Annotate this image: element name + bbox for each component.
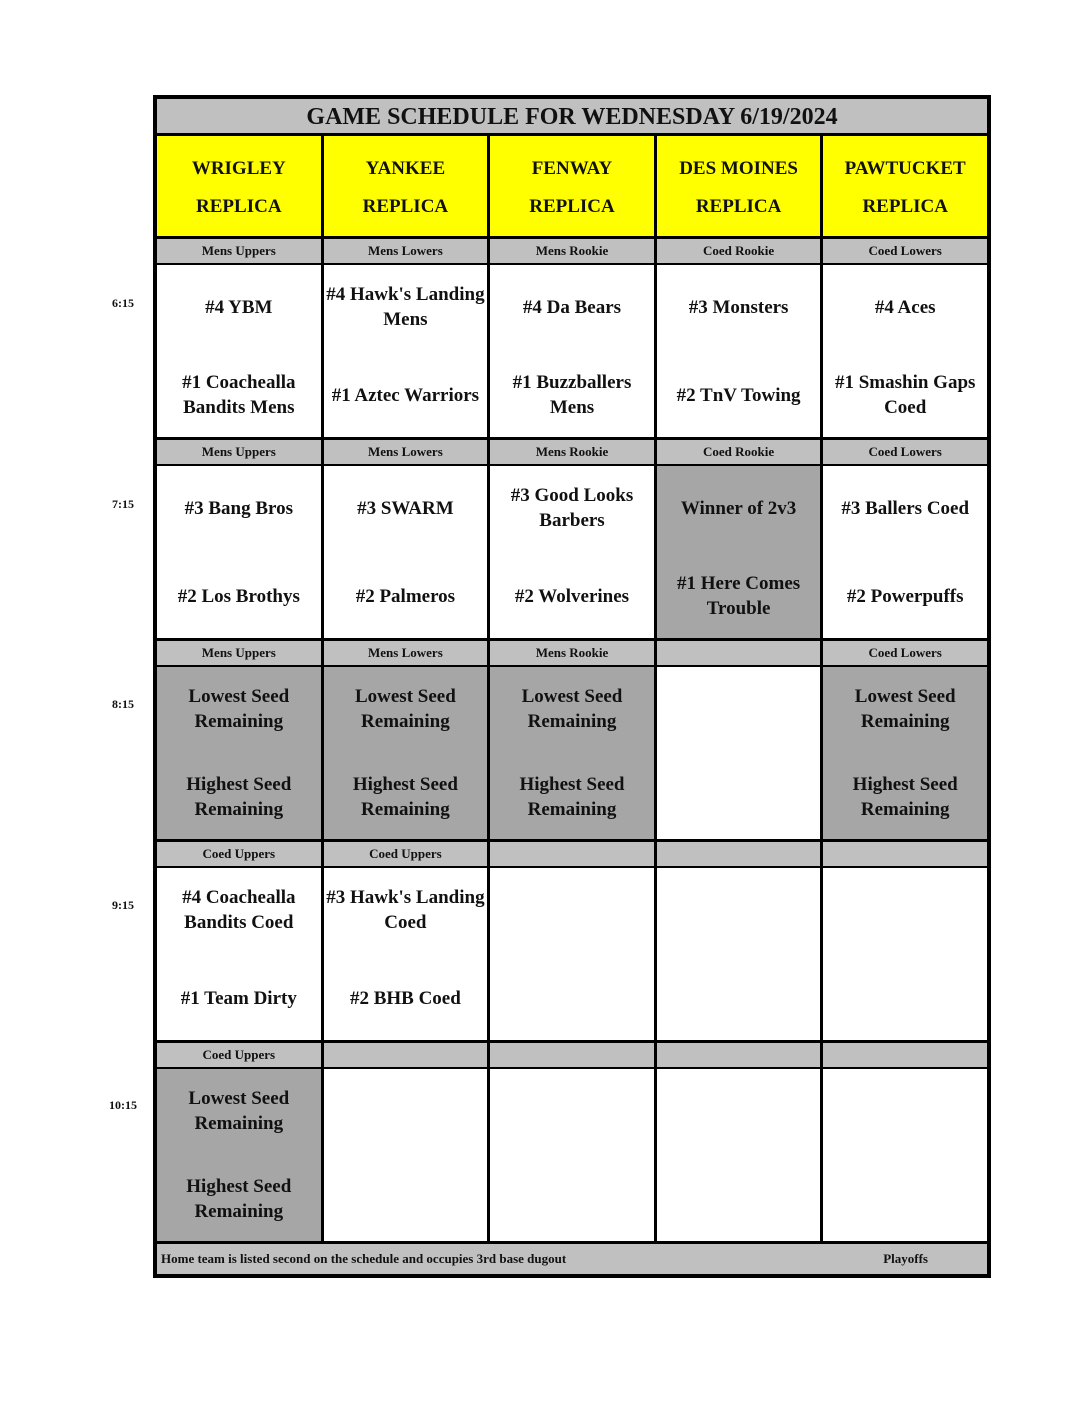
home-team: #2 Wolverines [514, 585, 630, 607]
schedule-title: GAME SCHEDULE FOR WEDNESDAY 6/19/2024 [157, 99, 987, 136]
home-team: #2 TnV Towing [676, 384, 801, 406]
division-label: Mens Rookie [490, 239, 654, 263]
away-team: Lowest Seed Remaining [521, 686, 623, 732]
game-cell [823, 667, 987, 839]
game-row [157, 667, 987, 842]
field-header [157, 136, 321, 236]
away-team [825, 1085, 985, 1137]
away-team: #4 Coachealla Bandits Coed [182, 887, 296, 933]
division-label: Coed Uppers [157, 842, 321, 866]
home-team: Highest Seed Remaining [186, 774, 292, 820]
division-label: Mens Rookie [490, 440, 654, 464]
field-type: REPLICA [529, 196, 615, 217]
time-label: 8:15 [112, 697, 134, 711]
home-team: #1 Smashin Gaps Coed [834, 372, 976, 418]
division-label: Coed Uppers [324, 842, 488, 866]
away-team: #3 Good Looks Barbers [510, 485, 634, 531]
away-team: #3 Hawk's Landing Coed [326, 887, 485, 933]
away-team [492, 1085, 652, 1137]
game-row [157, 1069, 987, 1244]
home-team: #1 Here Comes Trouble [677, 573, 801, 619]
game-cell [157, 265, 321, 437]
division-label [823, 842, 987, 866]
game-cell [490, 667, 654, 839]
away-team: #3 Monsters [688, 296, 789, 318]
away-team [825, 884, 985, 936]
game-cell [157, 466, 321, 638]
time-label: 6:15 [112, 296, 134, 310]
home-team: Highest Seed Remaining [352, 774, 458, 820]
game-cell [657, 667, 821, 839]
game-cell [657, 868, 821, 1040]
away-team: Lowest Seed Remaining [354, 686, 456, 732]
home-team: #1 Buzzballers Mens [512, 372, 632, 418]
game-cell [490, 1069, 654, 1241]
field-type: REPLICA [695, 196, 782, 217]
home-team: Highest Seed Remaining [186, 1176, 292, 1222]
field-header [490, 136, 654, 236]
home-team [825, 1173, 985, 1225]
division-row [157, 440, 987, 466]
division-label: Mens Lowers [324, 239, 488, 263]
division-label [490, 1043, 654, 1067]
field-name: WRIGLEY [191, 158, 286, 179]
division-label: Coed Rookie [657, 440, 821, 464]
time-label: 10:15 [109, 1098, 137, 1112]
game-cell [490, 265, 654, 437]
home-team: #2 Los Brothys [177, 585, 300, 607]
away-team [492, 884, 652, 936]
game-cell [157, 868, 321, 1040]
home-team: #2 BHB Coed [349, 987, 461, 1009]
division-label: Mens Uppers [157, 641, 321, 665]
home-team: #2 Powerpuffs [846, 585, 964, 607]
home-team [825, 972, 985, 1024]
away-team: Lowest Seed Remaining [188, 1088, 290, 1134]
game-row [157, 466, 987, 641]
game-cell [324, 466, 488, 638]
home-team [659, 1173, 819, 1225]
footer-note: Home team is listed second on the schedule and occupies 3rd base dugout [161, 1251, 567, 1266]
field-header-row [157, 136, 987, 239]
home-team [659, 771, 819, 823]
division-label [823, 1043, 987, 1067]
game-row [157, 868, 987, 1043]
field-type: REPLICA [862, 196, 948, 217]
game-cell [490, 868, 654, 1040]
game-cell [324, 1069, 488, 1241]
field-type: REPLICA [362, 196, 449, 217]
game-cell [657, 265, 821, 437]
away-team: Winner of 2v3 [680, 497, 797, 519]
division-label: Coed Lowers [823, 641, 987, 665]
game-cell [823, 868, 987, 1040]
away-team: #3 Ballers Coed [841, 497, 970, 519]
home-team [492, 1173, 652, 1225]
division-label [657, 842, 821, 866]
division-label: Mens Rookie [490, 641, 654, 665]
home-team: #1 Team Dirty [180, 987, 297, 1009]
away-team [659, 1085, 819, 1137]
division-row [157, 1043, 987, 1069]
field-name: YANKEE [365, 158, 446, 179]
division-label [490, 842, 654, 866]
field-name: DES MOINES [679, 158, 798, 179]
footer-label: Playoffs [883, 1251, 928, 1266]
game-cell [324, 868, 488, 1040]
away-team: Lowest Seed Remaining [854, 686, 956, 732]
game-cell [657, 466, 821, 638]
home-team: #2 Palmeros [355, 585, 456, 607]
division-label: Mens Lowers [324, 641, 488, 665]
time-label: 7:15 [112, 497, 134, 511]
division-row [157, 239, 987, 265]
away-team: #3 Bang Bros [184, 497, 293, 519]
home-team [326, 1173, 486, 1225]
schedule-table [153, 95, 991, 1278]
game-cell [657, 1069, 821, 1241]
home-team: Highest Seed Remaining [519, 774, 625, 820]
home-team [492, 972, 652, 1024]
field-name: FENWAY [531, 158, 613, 179]
field-header [324, 136, 488, 236]
game-cell [157, 667, 321, 839]
home-team: Highest Seed Remaining [852, 774, 958, 820]
game-cell [823, 1069, 987, 1241]
division-label: Mens Uppers [157, 239, 321, 263]
away-team: #4 YBM [205, 296, 273, 318]
home-team [659, 972, 819, 1024]
division-row [157, 842, 987, 868]
division-label [657, 641, 821, 665]
game-cell [324, 265, 488, 437]
division-label: Mens Lowers [324, 440, 488, 464]
away-team: Lowest Seed Remaining [188, 686, 290, 732]
home-team: #1 Aztec Warriors [331, 384, 480, 406]
division-label [657, 1043, 821, 1067]
division-row [157, 641, 987, 667]
away-team: #4 Aces [874, 296, 936, 318]
footer-note-bar [157, 1244, 987, 1274]
field-header [657, 136, 821, 236]
away-team [659, 884, 819, 936]
home-team: #1 Coachealla Bandits Mens [182, 372, 296, 418]
game-cell [823, 265, 987, 437]
field-header [823, 136, 987, 236]
away-team: #3 SWARM [357, 497, 454, 519]
away-team: #4 Hawk's Landing Mens [326, 284, 485, 330]
game-cell [823, 466, 987, 638]
game-cell [490, 466, 654, 638]
game-row [157, 265, 987, 440]
field-name: PAWTUCKET [844, 158, 966, 179]
time-label: 9:15 [112, 898, 134, 912]
division-label [324, 1043, 488, 1067]
away-team [659, 683, 819, 735]
division-label: Mens Uppers [157, 440, 321, 464]
game-cell [157, 1069, 321, 1241]
away-team: #4 Da Bears [522, 296, 622, 318]
game-cell [324, 667, 488, 839]
division-label: Coed Lowers [823, 440, 987, 464]
division-label: Coed Uppers [157, 1043, 321, 1067]
away-team [326, 1085, 486, 1137]
division-label: Coed Lowers [823, 239, 987, 263]
division-label: Coed Rookie [657, 239, 821, 263]
field-type: REPLICA [196, 196, 282, 217]
